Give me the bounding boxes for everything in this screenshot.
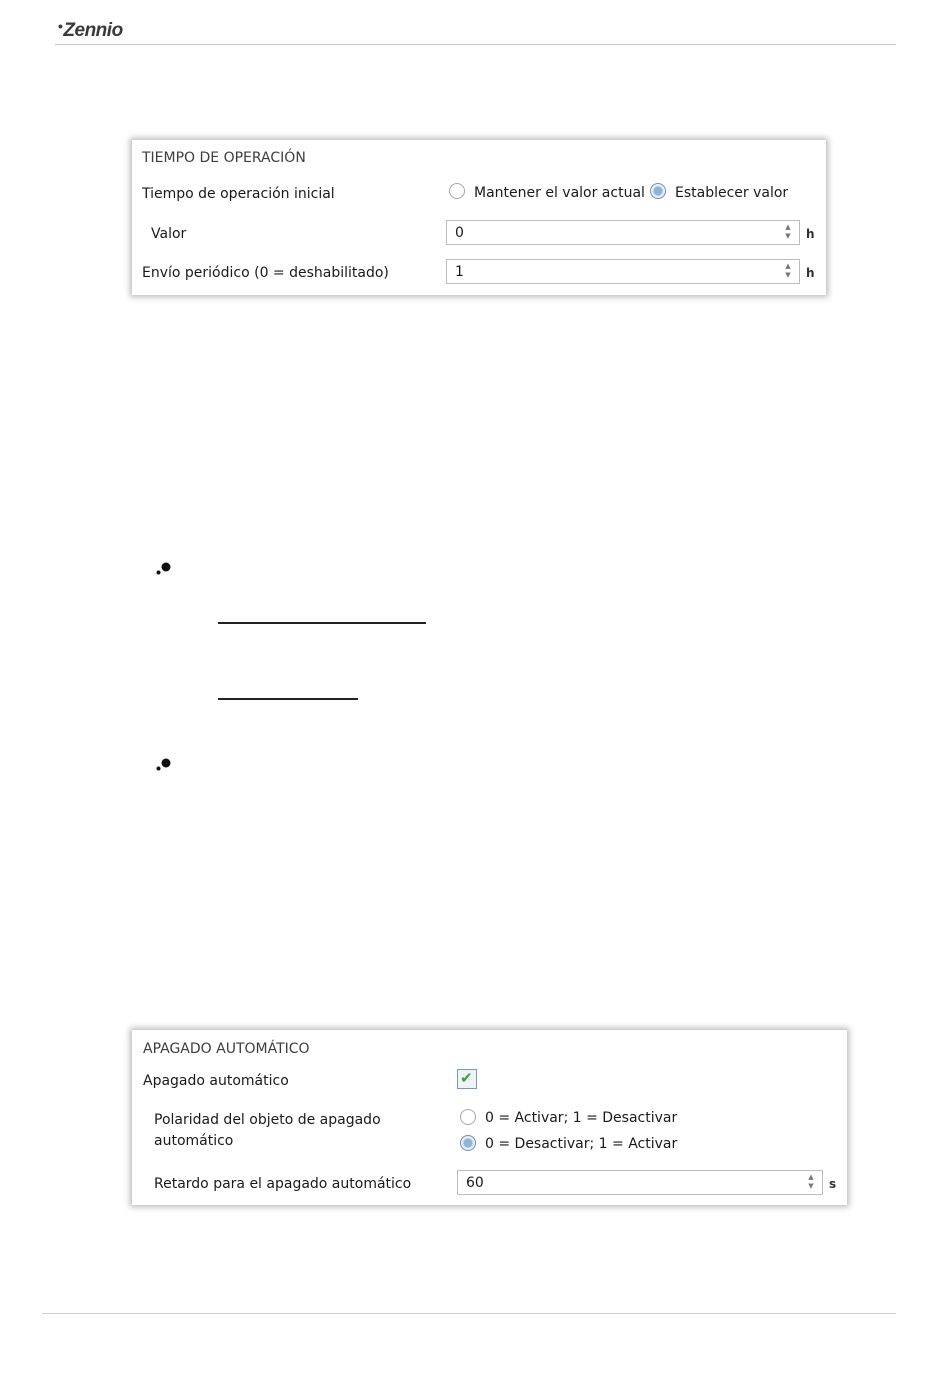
underline-decoration: [218, 622, 426, 624]
polarity-label-line2: automático: [154, 1133, 234, 1149]
periodic-input[interactable]: 1: [455, 264, 464, 280]
delay-label: Retardo para el apagado automático: [154, 1176, 412, 1192]
value-unit: h: [806, 227, 815, 241]
delay-spinner[interactable]: [457, 1170, 823, 1195]
initial-time-label: Tiempo de operación inicial: [142, 186, 335, 202]
bullet-icon: [155, 757, 171, 771]
periodic-unit: h: [806, 266, 815, 280]
auto-off-label: Apagado automático: [143, 1073, 289, 1089]
spinner-arrows[interactable]: [783, 223, 793, 242]
radio-keep-current-label[interactable]: Mantener el valor actual: [474, 185, 645, 201]
radio-polarity-deactivate-label[interactable]: 0 = Desactivar; 1 = Activar: [485, 1136, 678, 1152]
periodic-send-label: Envío periódico (0 = deshabilitado): [142, 265, 389, 281]
logo-text: Zennio: [63, 20, 123, 41]
delay-input[interactable]: 60: [466, 1175, 484, 1191]
operation-time-panel: [132, 140, 826, 295]
value-spinner[interactable]: [446, 220, 800, 245]
value-label: Valor: [151, 226, 187, 242]
radio-polarity-activate-label[interactable]: 0 = Activar; 1 = Desactivar: [485, 1110, 678, 1126]
radio-set-value-label[interactable]: Establecer valor: [675, 185, 789, 201]
value-input[interactable]: 0: [455, 225, 464, 241]
radio-set-value[interactable]: [650, 183, 666, 199]
periodic-spinner[interactable]: [446, 259, 800, 284]
delay-unit: s: [829, 1177, 837, 1191]
panel-title: TIEMPO DE OPERACIÓN: [142, 150, 306, 166]
panel-title: APAGADO AUTOMÁTICO: [143, 1041, 310, 1057]
check-icon: ✔: [460, 1069, 473, 1087]
spin-up-icon[interactable]: ▲: [785, 262, 791, 270]
footer-divider: [42, 1313, 896, 1314]
underline-decoration: [218, 698, 358, 700]
spinner-arrows[interactable]: [783, 262, 793, 281]
radio-polarity-deactivate[interactable]: [460, 1135, 476, 1151]
spin-down-icon[interactable]: ▼: [808, 1182, 814, 1190]
radio-polarity-activate[interactable]: [460, 1109, 476, 1125]
spin-down-icon[interactable]: ▼: [785, 232, 791, 240]
spinner-arrows[interactable]: [806, 1173, 816, 1192]
polarity-label-line1: Polaridad del objeto de apagado: [154, 1112, 381, 1128]
radio-keep-current[interactable]: [449, 183, 465, 199]
zennio-logo: [58, 20, 123, 42]
auto-off-checkbox[interactable]: [457, 1069, 477, 1089]
spin-down-icon[interactable]: ▼: [785, 271, 791, 279]
auto-off-panel: [132, 1030, 847, 1205]
spin-up-icon[interactable]: ▲: [785, 223, 791, 231]
logo-dot-icon: •: [58, 18, 63, 34]
header-divider: [55, 44, 896, 45]
bullet-icon: [155, 561, 171, 575]
spin-up-icon[interactable]: ▲: [808, 1173, 814, 1181]
